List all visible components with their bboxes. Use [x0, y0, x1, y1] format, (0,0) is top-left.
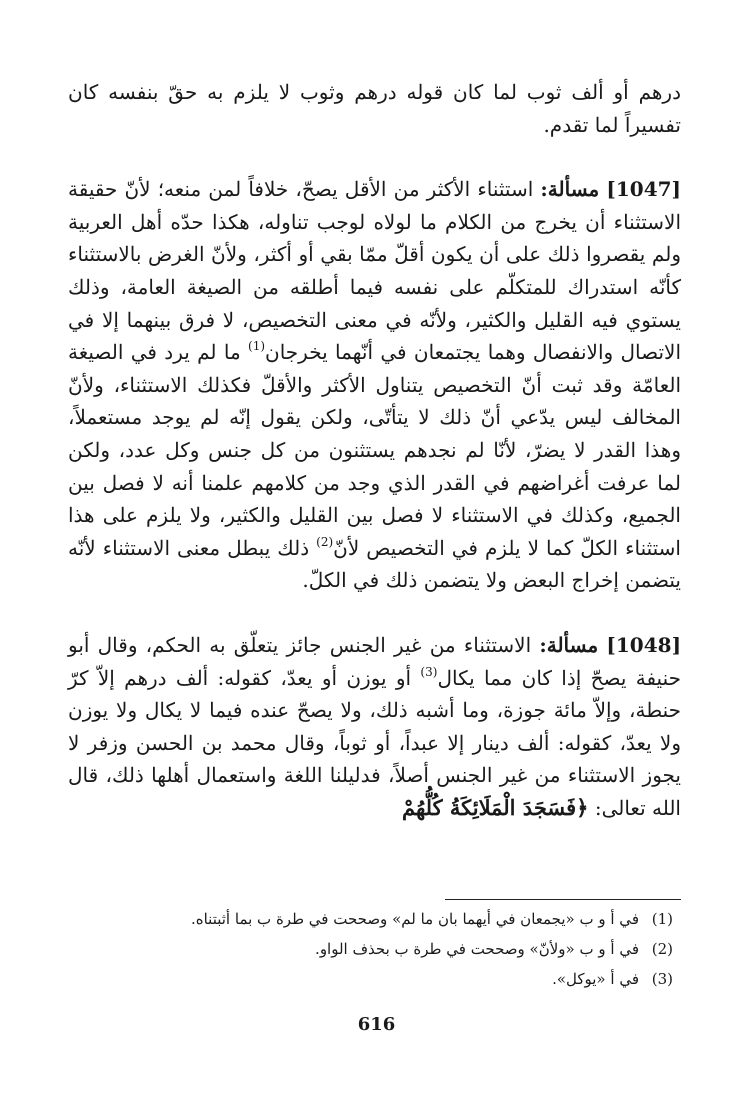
page-number: 616	[357, 1014, 396, 1035]
issue-1048	[68, 629, 681, 825]
footnote-divider	[445, 899, 681, 900]
issue-number: [1048]	[606, 632, 682, 657]
footnote-text: في أ و ب «يجمعان في أيهما بان ما لم» وصححت في طرة ب بما أثبتناه.	[190, 910, 639, 928]
footnote-number: (1)	[651, 910, 673, 928]
footnote	[72, 904, 673, 934]
footnote-number: (2)	[651, 940, 673, 958]
footnote-marker[interactable]: (2)	[316, 534, 334, 549]
issue-text: ذلك يبطل معنى الاستثناء لأنّه يتضمن إخراج البعض ولا يتضمن ذلك في الكلّ.	[68, 535, 681, 593]
quran-quote: ﴿فَسَجَدَ الْمَلَائِكَةُ كُلُّهُمْ	[401, 794, 589, 820]
footnote	[72, 934, 673, 964]
issue-1047	[68, 173, 681, 597]
paragraph-continuation: درهم أو ألف ثوب لما كان قوله درهم وثوب لا يلزم به حقّ بنفسه كان تفسيراً لما تقدم.	[68, 80, 681, 137]
footnote-text: في أ و ب «ولأنّ» وصححت في طرة ب بحذف الواو.	[315, 940, 639, 958]
footnote-marker[interactable]: (3)	[420, 664, 438, 679]
footnote-marker[interactable]: (1)	[248, 339, 266, 354]
main-text	[68, 76, 681, 824]
issue-text: استثناء الأكثر من الأقل يصحّ، خلافاً لمن منعه؛ لأنّ حقيقة الاستثناء أن يخرج من الكلام ما لولاه لوجب تناوله، هكذا حدّه أهل العربية ولم يقصروا ذلك على أن يكون أقلّ ممّا بقي أو أكثر، ولأنّ الغرض بالاستثناء كأنّه استدراك للمتكلّم على نفسه فيما أطلقه من الصيغة العامة، وذلك يستوي فيه القليل والكثير، ولأنّه في معنى التخصيص، لا فرق بينهما إلا في الاتصال والانفصال وهما يجتمعان في أنّهما يخرجان	[68, 177, 682, 365]
footnote-text: في أ «يوكل».	[552, 970, 639, 988]
footnote-number: (3)	[651, 970, 673, 988]
issue-text: ما لم يرد في الصيغة العامّة وقد ثبت أنّ التخصيص يتناول الأكثر والأقلّ فكذلك الاستثناء، ولأنّ المخالف ليس يدّعي أنّ ذلك لا يتأتّى، ولكن يقول إنّه لم يوجد مستعملاً، وهذا القدر لا يضرّ، لأنّا لم نجدهم يستثنون من كل جنس وكل عدد، ولكن لما عرفت أغراضهم في القدر الذي وجد من كلامهم علمنا أنه لا فصل بين الجميع، وكذلك في الاستثناء لا فصل بين القليل والكثير، ولا يلزم على هذا استثناء الكلّ كما لا يلزم في التخصيص لأنّ	[68, 340, 681, 560]
issue-text: أو يوزن أو يعدّ، كقوله: ألف درهم إلاّ كرّ حنطة، وإلاّ مائة جوزة، وما أشبه ذلك، ولا يصحّ عنده فيما لا يكال ولا يوزن ولا يعدّ، كقوله: ألف دينار إلا عبداً، أو ثوباً، وقال محمد بن الحسن وزفر لا يجوز الاستثناء من غير الجنس أصلاً، فدليلنا اللغة واستعمال أهلها ذلك، قال الله تعالى:	[68, 665, 681, 820]
issue-heading: مسألة:	[539, 632, 599, 657]
issue-number: [1047]	[606, 177, 682, 202]
issue-text: الاستثناء من غير الجنس جائز يتعلّق به الحكم، وقال أبو حنيفة يصحّ إذا كان مما يكال	[68, 632, 681, 690]
issue-heading: مسألة:	[540, 177, 600, 202]
footnote	[72, 964, 673, 994]
footnotes	[72, 904, 673, 994]
